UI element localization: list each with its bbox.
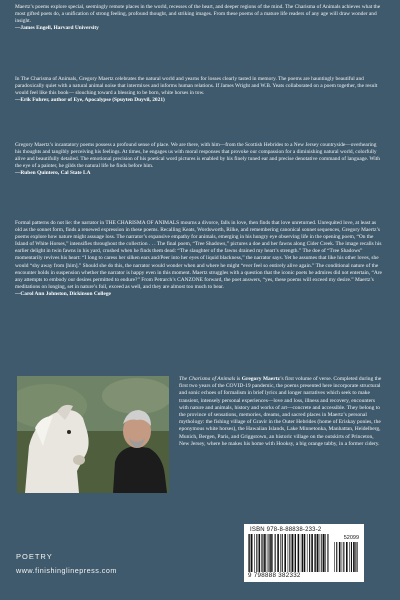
barcode-bar <box>272 534 273 572</box>
isbn-barcode <box>244 524 364 582</box>
barcode-bar <box>315 534 316 572</box>
book-title: The Charisma of Animals <box>179 376 236 382</box>
barcode-bar <box>294 534 295 572</box>
author-bio <box>179 376 385 448</box>
barcode-bar <box>323 534 325 572</box>
barcode-bar <box>353 542 355 572</box>
review-attribution: —Carol Ann Johnston, Dickinson College <box>15 290 111 297</box>
barcode-bar <box>339 542 341 572</box>
barcode-bar <box>280 534 281 572</box>
review-text: Formal patterns do not lie: the narrator in THE CHARISMA OF ANIMALS mourns a divorce, falls in love, then finds that love unreturned. Unrequited love, at least as old as the sonnet form, finds a renewed expression in these poems. Recalling Keats, Wordsworth, Rilke, and remembering canonical sonnet sequences, Gregory Maertz’s poems explore how nature might assuage loss. The narrator’s expansive empathy for animals, emerging in his hungry eye observing life in the opening poem, “On the Island of White Horses,” intensifies throughout the collection . . . The final poem, “Tree Shadows,” pictures a doe and her fawns along Cider Creek. The image recalls his earlier delight in twin fawns in his yard, crushed when he finds them dead: “The slaughter of the fawns drained my heart’s strength.” The doe of “Tree Shadows” momentarily revives his heart: “I long to caress her silken ears and/Peer into her eyes of liquid blackness,” the narrator says. Yet he assumes that like his other loves, she would “shy away from [him].” Should she do this, the narrator would wonder when and where he might “ever feel so entirely alive again.” The conditional nature of the encounter holds in suspension whether the narrator is happy even in this moment. Maertz struggles with a question that the iconic poets he admires did not entertain, “Are any attempts to embody our desires permitted to endure?” From Petrarch’s CANZONE forward, the poet answers, “yes, these poems will exceed my desire.” Maertz’s meditations on longing, set in nature’s foil, exceed as well, and they are almost too much to bear. <box>15 220 382 290</box>
review-blurb-1 <box>15 4 383 32</box>
barcode-bar <box>320 534 321 572</box>
barcode-bar <box>321 534 322 572</box>
barcode-bar <box>277 534 279 572</box>
barcode-bar <box>349 542 350 572</box>
barcode-bar <box>269 534 270 572</box>
review-attribution: —James Engell, Harvard University <box>15 25 99 32</box>
barcode-bar <box>292 534 294 572</box>
barcode-bar <box>284 534 286 572</box>
barcode-bars <box>248 534 330 572</box>
barcode-bar <box>309 534 310 572</box>
barcode-bar <box>351 542 352 572</box>
price-code: 52099 <box>343 535 359 541</box>
barcode-bar <box>346 542 348 572</box>
review-text: Maertz’s poems explore special, seemingly remote places in the world, recesses of the heart, and deeper regions of the mind. The Charisma of Animals achieves what the most gifted poets do, a unification of strong feeling, profound thought, and striking images. From these poems of a mature life readers of any age will draw wonder and insight. <box>15 4 381 25</box>
barcode-bar <box>261 534 262 572</box>
barcode-bar <box>264 534 266 572</box>
barcode-bar <box>275 534 276 572</box>
barcode-bar <box>282 534 283 572</box>
barcode-number: 9 798888 382332 <box>248 572 301 579</box>
barcode-bar <box>256 534 257 572</box>
author-name: Gregory Maertz <box>241 376 280 382</box>
barcode-bar <box>317 534 319 572</box>
barcode-bar <box>325 534 326 572</box>
barcode-bar <box>357 542 358 572</box>
author-with-horse-image <box>17 376 169 493</box>
bio-text: ’s first volume of verse. Completed during the first two years of the COVID-19 pandemic, the poems presented here incorporate structural and sonic echoes of formalism in brief lyrics and longer narratives which seek to make transient, intensely personal experiences—love and loss, illness and recovery, encounters with nature and animals, history and works of art—concrete and accessible. They belong to the province of sensations, memories, dreams, and sacred places in Maertz’s personal mythology: the fishing village of Gravir in the Outer Hebrides (home of Eriskay ponies, the eponymous white horses), the Hawaiian Islands, Lake Minnetonka, Manhattan, Heidelberg, Munich, Bergen, Paris, and Griggstown, an historic village on the outskirts of Princeton, New Jersey, where he makes his home with Hooksy, a big orange tabby, in a former cidery. <box>179 376 382 447</box>
barcode-bar <box>249 534 250 572</box>
review-attribution: —Erik Fuhrer, author of Eye, Apocalypse (Spuyten Duyvil, 2021) <box>15 97 165 104</box>
barcode-bar <box>302 534 303 572</box>
review-blurb-3 <box>15 142 383 177</box>
barcode-bar <box>301 534 302 572</box>
barcode-bar <box>267 534 268 572</box>
review-text: In The Charisma of Animals, Gregory Maertz celebrates the natural world and yearns for losses clearly tasted in memory. The poems are hauntingly beautiful and paradoxically quiet with a natural animal noise that intermixes and informs human relations. If James Wright and W.B. Yeats collaborated on a poem together, the result would feel like this book— slouching toward a blessing to be born, white horses in tow. <box>15 76 378 97</box>
author-photo <box>17 376 169 493</box>
barcode-bar <box>342 542 343 572</box>
barcode-bar <box>334 542 335 572</box>
barcode-bar <box>311 534 313 572</box>
barcode-bar <box>336 542 337 572</box>
review-blurb-4 <box>15 220 383 298</box>
barcode-bar <box>262 534 263 572</box>
barcode-bar <box>304 534 306 572</box>
barcode-addon-bars <box>334 542 360 572</box>
barcode-bar <box>288 534 289 572</box>
review-attribution: —Ruben Quintero, Cal State LA <box>15 170 91 177</box>
barcode-bar <box>259 534 261 572</box>
barcode-bar <box>289 534 290 572</box>
barcode-bar <box>248 534 249 572</box>
barcode-bar <box>295 534 296 572</box>
category-label: POETRY <box>16 552 53 561</box>
barcode-bar <box>307 534 308 572</box>
barcode-bar <box>355 542 356 572</box>
barcode-bar <box>314 534 315 572</box>
barcode-bar <box>270 534 272 572</box>
publisher-website: www.finishinglinepress.com <box>16 566 117 575</box>
barcode-bar <box>327 534 328 572</box>
barcode-bar <box>343 542 344 572</box>
review-blurb-2 <box>15 76 383 104</box>
barcode-bar <box>251 534 253 572</box>
barcode-bar <box>254 534 255 572</box>
review-text: Gregory Maertz’s incantatory poems possess a profound sense of place. We are there, with him—from the Scottish Hebrides to a New Jersey countryside—overhearing his thoughts and tangibly perceiving his feelings. At times, he engages us with moral responses that provoke our compassion for a diminishing natural world, colorfully alive and beautifully detailed. The emotional precision of his poetical word pictures is enabled by his finely tuned ear and precise denotative command of language. With the eye of a painter, he gilds the natural life he finds before him. <box>15 142 380 170</box>
bio-connector: is <box>235 376 242 382</box>
isbn-text: ISBN 978-8-88838-233-2 <box>250 527 322 533</box>
barcode-bar <box>298 534 300 572</box>
